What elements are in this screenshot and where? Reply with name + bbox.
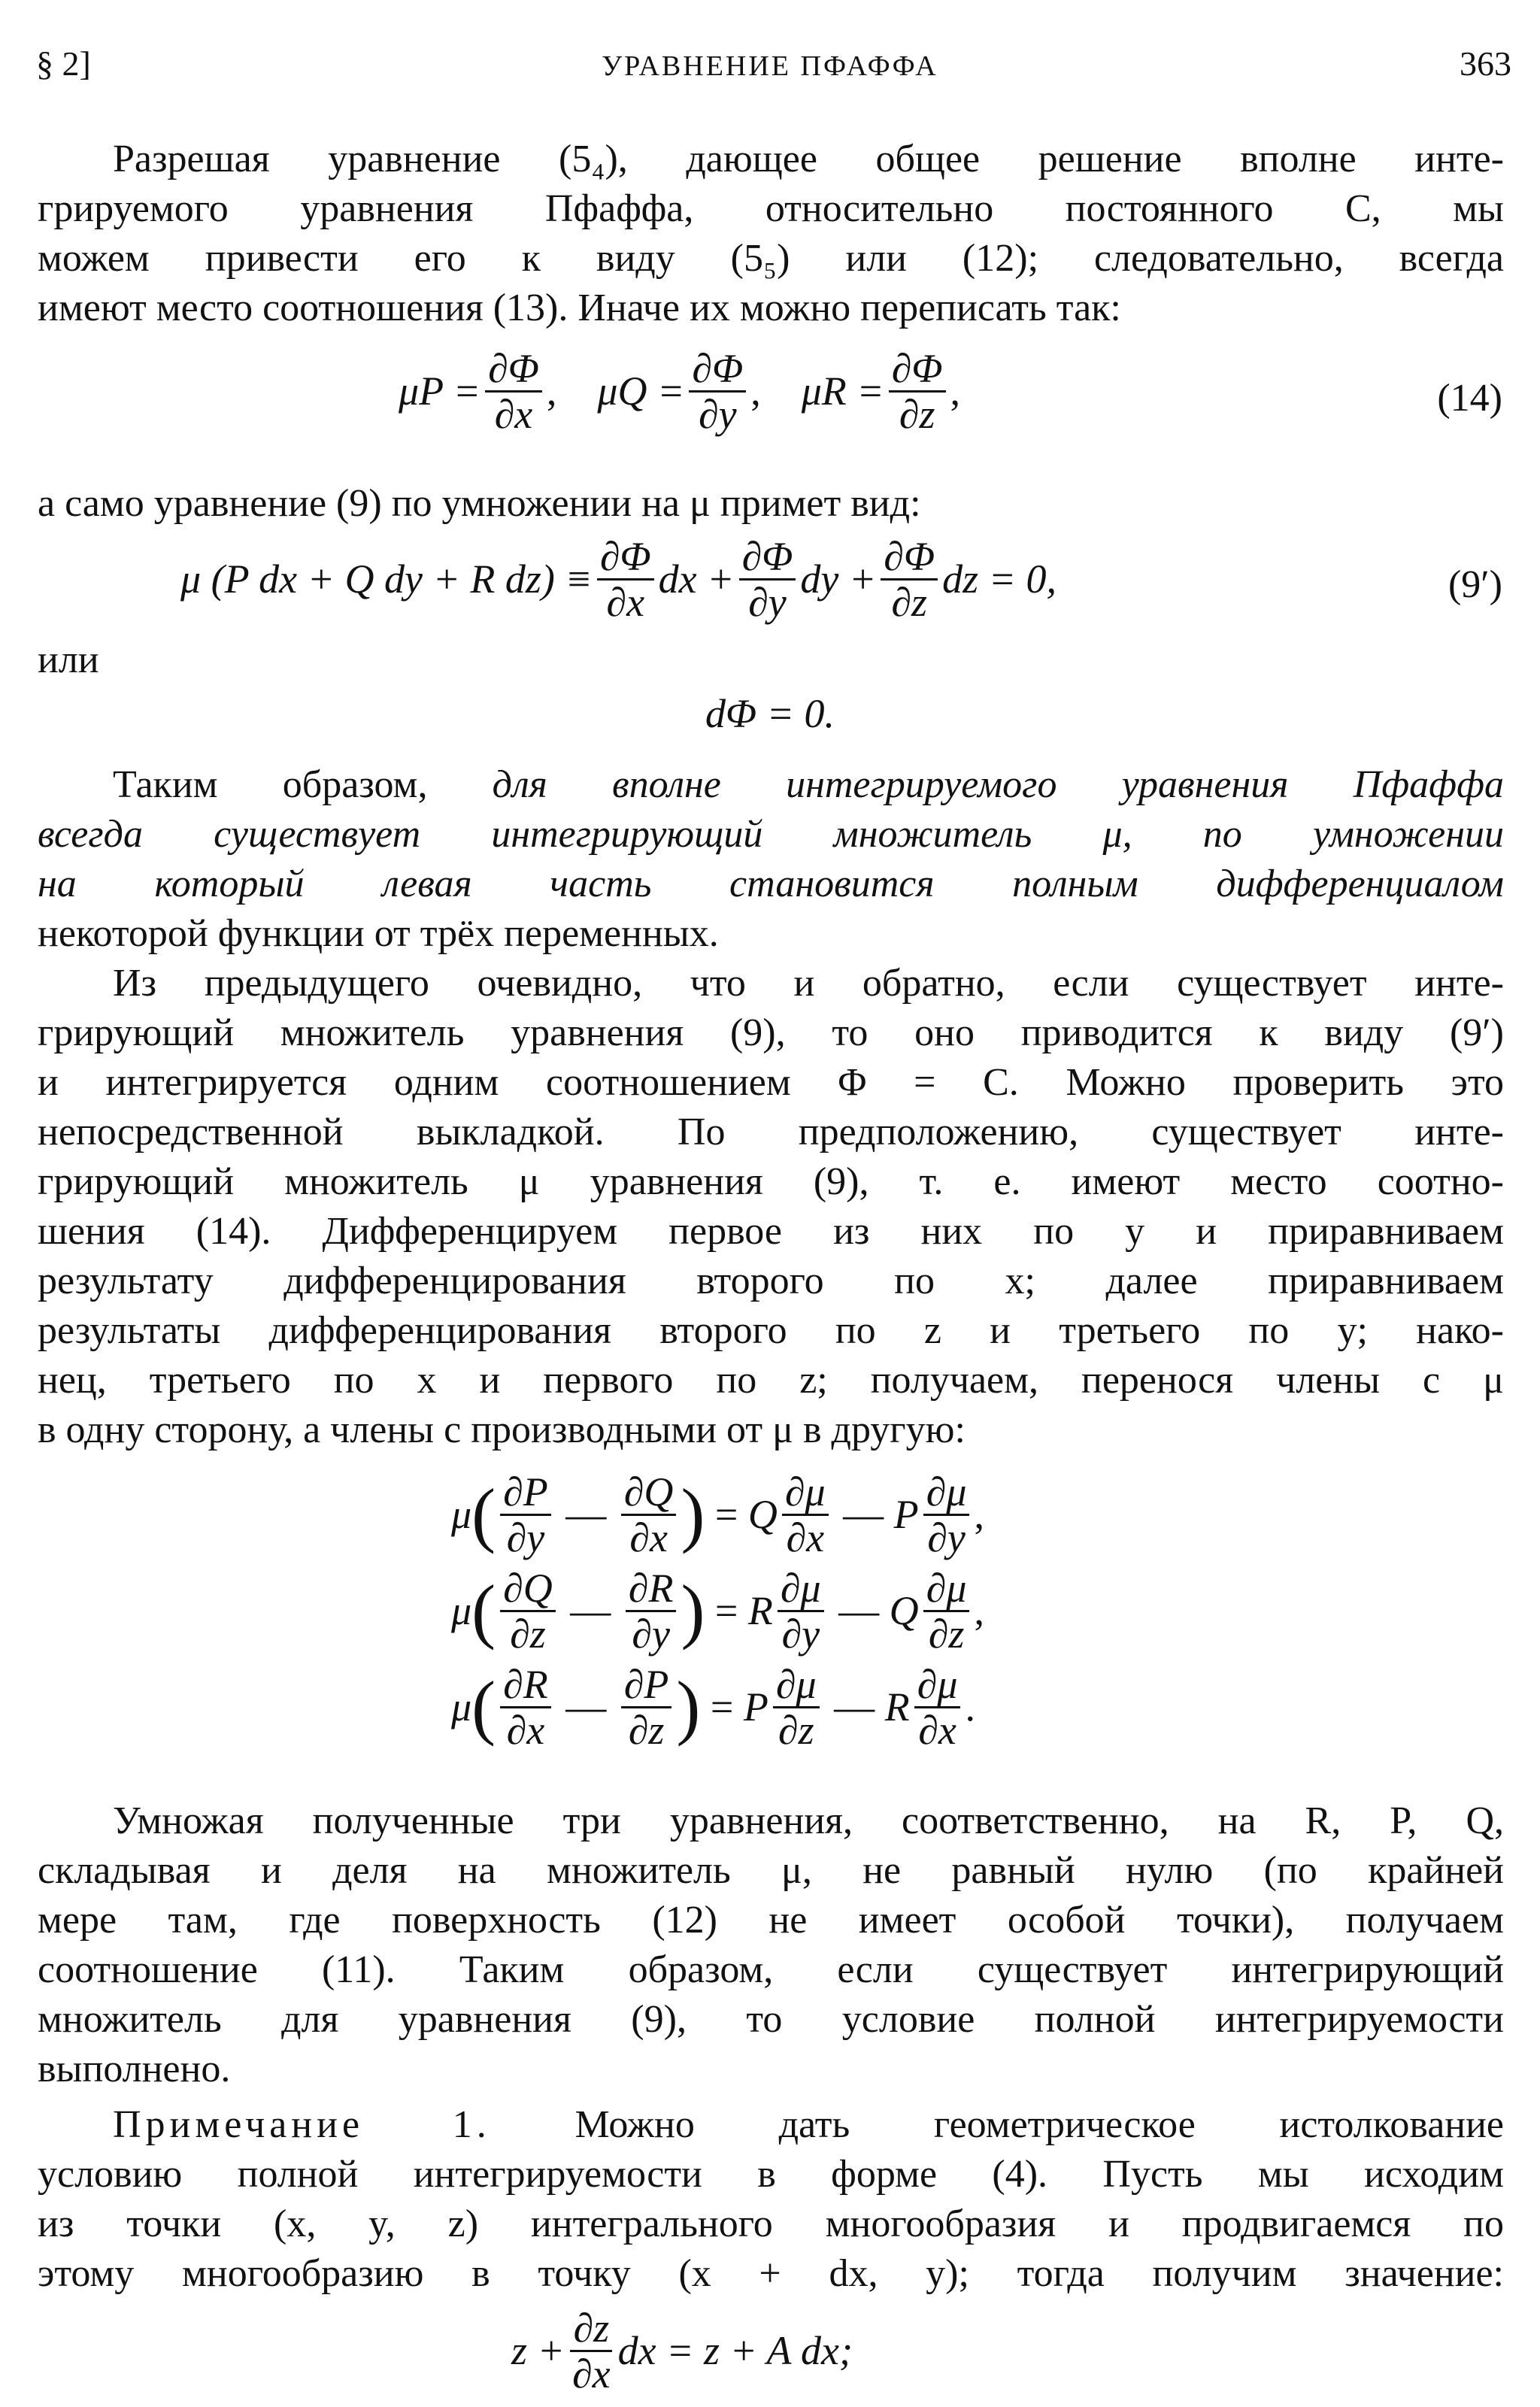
equation-dphi: dΦ = 0. — [705, 691, 835, 736]
text-line: всегда существует интегрирующий множитель μ, по умножении — [38, 813, 1504, 856]
note-heading: Примечание 1. — [113, 2103, 491, 2146]
text-line: Умножая полученные три уравнения, соответственно, на R, P, Q, — [113, 1799, 1504, 1842]
text-line: Таким образом, для вполне интегрируемого уравнения Пфаффа — [113, 763, 1504, 806]
text-line: Из предыдущего очевидно, что и обратно, если существует инте- — [113, 962, 1504, 1005]
text-line: грирующий множитель уравнения (9), то оно приводится к виду (9′) — [38, 1011, 1504, 1054]
text-line: из точки (x, y, z) интегрального многообразия и продвигаемся по — [38, 2202, 1504, 2245]
text-word-ili: или — [38, 638, 99, 681]
page-number: 363 — [1460, 44, 1511, 83]
equation-system — [451, 1466, 984, 1755]
text-line: результаты дифференцирования второго по z и третьего по y; нако- — [38, 1309, 1504, 1352]
equation-label-9-prime: (9′) — [1448, 563, 1502, 606]
equation-14: μP = $\frac{\partial\Phi}{\partial x}$ , μQ = $\frac{\partial\Phi}{\partial y}$ , μR = $\frac{\partial\Phi}{\partial z}$ , — [399, 345, 961, 437]
text-line: имеют место соотношения (13). Иначе их можно переписать так: — [38, 286, 1121, 329]
eq14-lhs-p: μP = — [399, 368, 481, 414]
text-line: множитель для уравнения (9), то условие полной интегрируемости — [38, 1998, 1504, 2041]
text-line: результату дифференцирования второго по x; далее приравниваем — [38, 1260, 1504, 1302]
eq9p-frac-z: $\frac{\partial\Phi}{\partial z}$ — [881, 535, 938, 624]
eq9p-frac-x: ∂Φ ∂x — [597, 535, 654, 624]
text-line: в одну сторону, а члены с производными от μ в другую: — [38, 1408, 966, 1451]
eq14-lhs-r: μR = — [801, 368, 884, 414]
system-row-3: μ ( ∂R ∂x — ∂P ∂z ) = P ∂μ ∂z — R ∂μ ∂x . — [451, 1661, 975, 1753]
eq14-frac-x: $\frac{\partial\Phi}{\partial x}$ — [485, 347, 542, 436]
section-marker: § 2] — [36, 44, 91, 83]
equation-last: z + $\frac{\partial z}{\partial x}$ dx = z + A dx; — [511, 2305, 853, 2396]
text-line: выполнено. — [38, 2048, 231, 2090]
text-line: непосредственной выкладкой. По предположению, существует инте- — [38, 1111, 1504, 1153]
equation-label-14: (14) — [1437, 377, 1502, 420]
system-row-2: μ ( ∂Q ∂z — ∂R ∂y ) = R ∂μ ∂y — Q ∂μ ∂z , — [451, 1565, 984, 1657]
eq14-lhs-q: μQ = — [597, 368, 685, 414]
text-line: нец, третьего по x и первого по z; получаем, перенося члены с μ — [38, 1359, 1504, 1402]
text-line: некоторой функции от трёх переменных. — [38, 912, 719, 955]
text-line: мере там, где поверхность (12) не имеет особой точки), получаем — [38, 1899, 1504, 1942]
text-line: Примечание 1. Можно дать геометрическое истолкование — [113, 2103, 1505, 2146]
eq9p-lhs: μ (P dx + Q dy + R dz) ≡ — [180, 556, 593, 602]
text-line: грирующий множитель μ уравнения (9), т. е. имеют место соотно- — [38, 1160, 1504, 1203]
text-line: и интегрируется одним соотношением Φ = C. Можно проверить это — [38, 1061, 1504, 1104]
text-line: соотношение (11). Таким образом, если существует интегрирующий — [38, 1948, 1504, 1991]
eq9p-frac-y: $\frac{\partial\Phi}{\partial y}$ — [739, 535, 796, 624]
text-line: можем привести его к виду (5₅) или (12); следовательно, всегда — [38, 237, 1504, 280]
text-line: а само уравнение (9) по умножении на μ примет вид: — [38, 482, 921, 525]
running-title: УРАВНЕНИЕ ПФАФФА — [602, 50, 938, 82]
text-line: грируемого уравнения Пфаффа, относительно постоянного C, мы — [38, 187, 1504, 230]
text-line: на который левая часть становится полным дифференциалом — [38, 862, 1504, 905]
text-line: складывая и деля на множитель μ, не равный нулю (по крайней — [38, 1849, 1504, 1892]
eq14-frac-y: $\frac{\partial\Phi}{\partial y}$ — [689, 347, 746, 436]
text-line: шения (14). Дифференцируем первое из них по y и приравниваем — [38, 1210, 1504, 1253]
text-line: условию полной интегрируемости в форме (4). Пусть мы исходим — [38, 2153, 1504, 2196]
text-line: Разрешая уравнение (5₄), дающее общее решение вполне инте- — [113, 138, 1504, 180]
system-row-1: μ ( ∂P ∂y — ∂Q ∂x ) = Q ∂μ ∂x — P ∂μ ∂y , — [451, 1469, 984, 1560]
eq14-frac-z: $\frac{\partial\Phi}{\partial z}$ — [889, 347, 946, 436]
equation-9-prime: μ (P dx + Q dy + R dz) ≡ ∂Φ ∂x dx + $\frac{\partial\Phi}{\partial y}$ dy + $\frac{\partial\Phi}{\partial z}$ dz = 0, — [180, 533, 1057, 625]
text-line: этому многообразию в точку (x + dx, y); тогда получим значение: — [38, 2252, 1504, 2295]
